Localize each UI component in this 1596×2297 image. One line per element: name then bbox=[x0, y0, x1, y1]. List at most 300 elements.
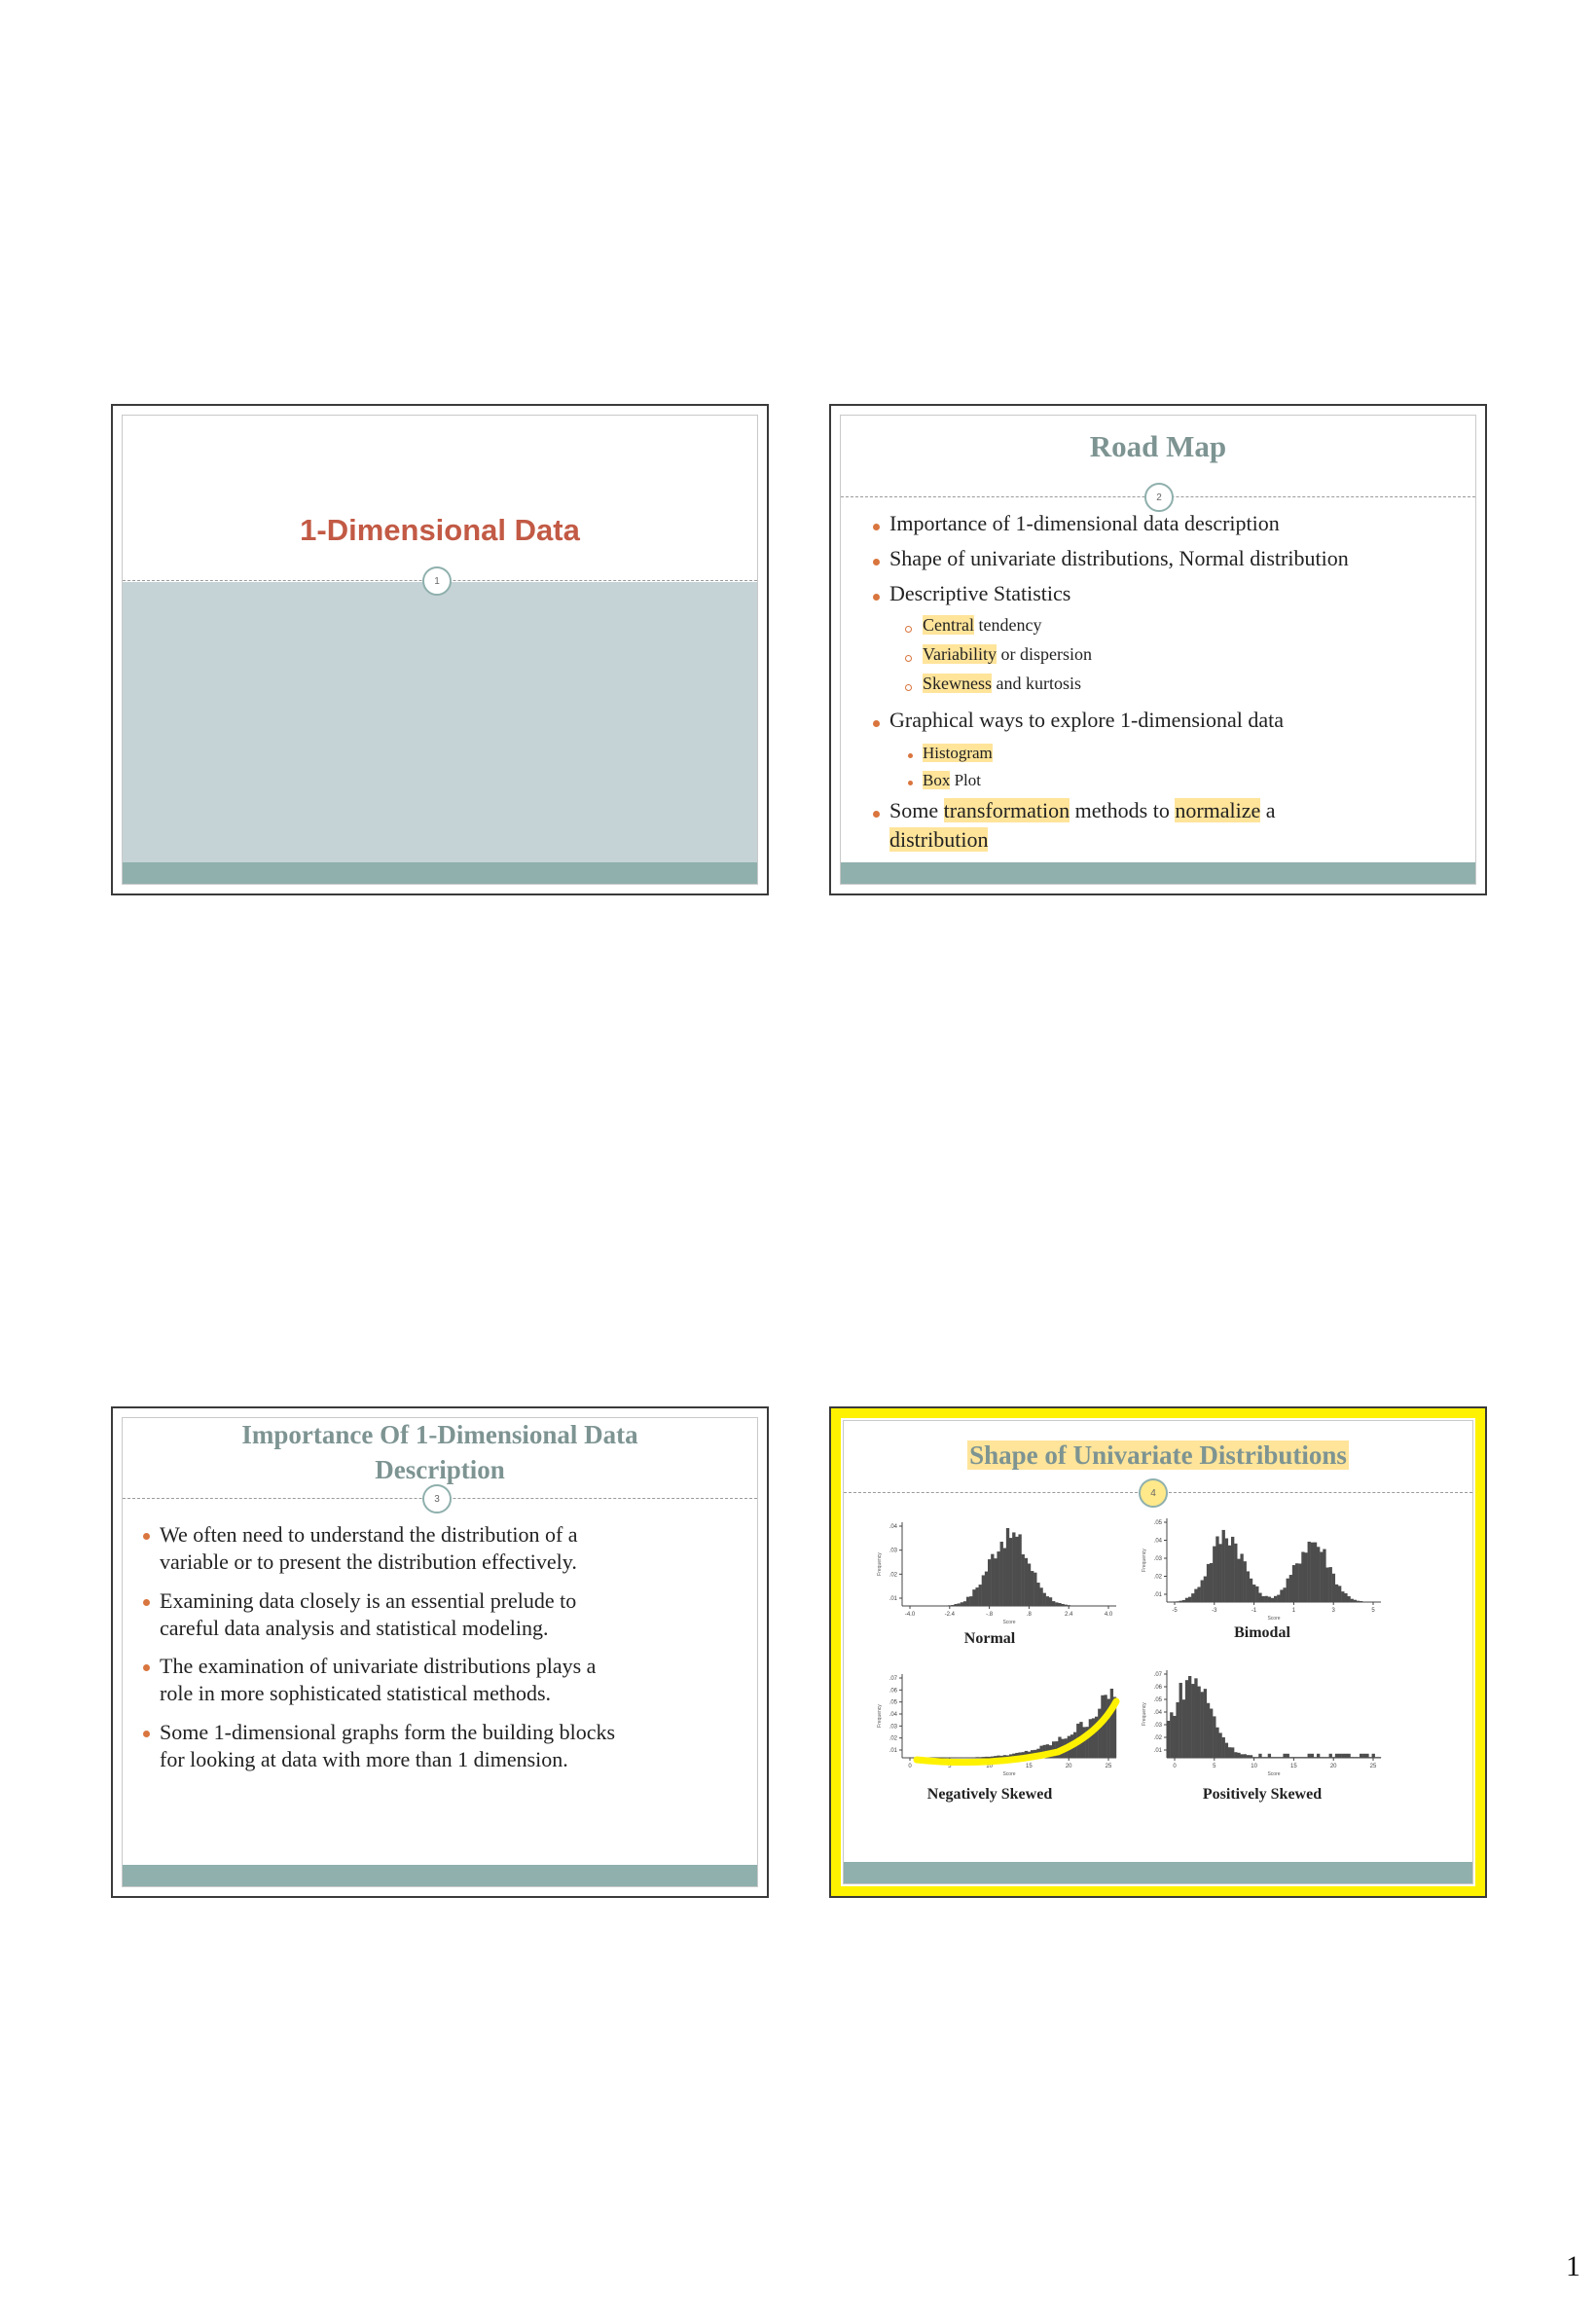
histogram-bar bbox=[1317, 1547, 1320, 1602]
histogram-bar bbox=[979, 1757, 982, 1758]
histogram-bar bbox=[1240, 1754, 1243, 1758]
histogram-bar bbox=[951, 1605, 954, 1606]
histogram-bar bbox=[1234, 1544, 1237, 1602]
histogram-bar bbox=[966, 1597, 969, 1606]
histogram-bar bbox=[1258, 1593, 1261, 1602]
histogram-bar bbox=[1357, 1601, 1360, 1602]
histogram-bar bbox=[1258, 1754, 1261, 1758]
histogram-bar bbox=[1247, 1755, 1250, 1758]
histogram-bar bbox=[1344, 1754, 1347, 1758]
histogram-bar bbox=[985, 1757, 988, 1758]
histogram-bar bbox=[1228, 1546, 1231, 1602]
bullet-line: for looking at data with more than 1 dimension. bbox=[160, 1747, 568, 1771]
sub-bullet-text bbox=[923, 615, 1041, 636]
histogram-bar bbox=[1065, 1605, 1068, 1606]
histogram-bar bbox=[1320, 1757, 1323, 1758]
histogram-bar bbox=[1338, 1754, 1341, 1758]
y-tick-label: .07 bbox=[1153, 1672, 1162, 1678]
histogram-bar bbox=[1049, 1597, 1052, 1606]
bullet-line: variable or to present the distribution effectively. bbox=[160, 1550, 577, 1574]
histogram-bar bbox=[1329, 1754, 1332, 1758]
histogram-bar bbox=[1231, 1537, 1234, 1602]
x-tick-label: 25 bbox=[1105, 1764, 1112, 1769]
histogram-bar bbox=[1218, 1732, 1221, 1758]
y-axis-label: Frequency bbox=[1142, 1549, 1147, 1572]
x-tick-label: 0 bbox=[1173, 1764, 1177, 1769]
bullet-dot bbox=[143, 1731, 150, 1737]
histogram-bar bbox=[988, 1757, 991, 1758]
histogram-bar bbox=[1244, 1754, 1247, 1758]
y-tick-label: .03 bbox=[1153, 1723, 1162, 1729]
histogram-bar bbox=[1375, 1757, 1378, 1758]
x-tick-label: 5 bbox=[948, 1764, 952, 1769]
histogram-bar bbox=[1332, 1757, 1335, 1758]
histogram-bar bbox=[991, 1757, 994, 1758]
histogram-bar bbox=[1201, 1581, 1204, 1602]
sub-bullet-rest: Plot bbox=[950, 771, 981, 789]
histogram-bar bbox=[1173, 1716, 1176, 1758]
histogram-bar bbox=[988, 1559, 991, 1606]
y-axis-label: Frequency bbox=[877, 1704, 883, 1728]
histogram-bar bbox=[954, 1604, 957, 1606]
histogram-bar bbox=[1325, 1757, 1328, 1758]
y-tick-label: .04 bbox=[889, 1524, 897, 1530]
histogram-bar bbox=[1323, 1757, 1325, 1758]
histogram-bar bbox=[1292, 1757, 1295, 1758]
sub-bullet-rest: tendency bbox=[973, 615, 1042, 635]
y-tick-label: .02 bbox=[1153, 1574, 1162, 1581]
histogram-bar bbox=[1317, 1754, 1320, 1758]
histogram-bar bbox=[1197, 1587, 1200, 1602]
y-tick-label: .05 bbox=[889, 1699, 897, 1706]
histogram-bar bbox=[1274, 1596, 1277, 1602]
histogram-bar bbox=[1277, 1595, 1280, 1602]
bullet-line: Some 1-dimensional graphs form the building blocks bbox=[160, 1720, 616, 1744]
histogram-bar bbox=[1362, 1601, 1365, 1602]
slide-4-canvas bbox=[843, 1420, 1473, 1884]
histogram-bar bbox=[1338, 1586, 1341, 1602]
histogram-bar bbox=[982, 1575, 985, 1606]
distribution-label: Normal bbox=[963, 1630, 1016, 1647]
sub-bullet-text bbox=[923, 674, 1081, 694]
histogram-bar bbox=[1268, 1754, 1271, 1758]
histogram-bar bbox=[1344, 1593, 1347, 1602]
histogram-bar bbox=[1287, 1754, 1289, 1758]
x-tick-label: 4.0 bbox=[1104, 1612, 1113, 1618]
highlighted-term: Histogram bbox=[923, 744, 993, 762]
histogram-bar bbox=[1287, 1579, 1289, 1602]
histogram-bar bbox=[1009, 1538, 1012, 1606]
histogram-bar bbox=[1332, 1574, 1335, 1602]
histogram-bar bbox=[1250, 1579, 1252, 1602]
histogram-bar bbox=[1255, 1757, 1258, 1758]
histogram-bar bbox=[1034, 1573, 1036, 1606]
histogram-bar bbox=[1252, 1585, 1255, 1602]
slide-4-footer-bar bbox=[844, 1862, 1472, 1883]
histogram-bar bbox=[1323, 1550, 1325, 1602]
histogram-bar bbox=[1207, 1564, 1210, 1602]
histogram-bar bbox=[1360, 1754, 1362, 1758]
highlighted-term: Variability bbox=[923, 644, 997, 664]
histogram-bar bbox=[1191, 1593, 1194, 1602]
histogram-bar bbox=[1301, 1757, 1304, 1758]
histogram-figure bbox=[844, 1509, 1472, 1869]
histogram-bar bbox=[1089, 1719, 1092, 1758]
x-tick-label: -3 bbox=[1212, 1608, 1217, 1614]
sub-bullet-circle bbox=[905, 684, 912, 691]
histogram-bar bbox=[1252, 1757, 1255, 1758]
histogram-bar bbox=[1000, 1542, 1003, 1606]
x-tick-label: .8 bbox=[1026, 1612, 1032, 1618]
sub-bullet-dot bbox=[908, 753, 913, 758]
slide-3-title-line-2: Description bbox=[375, 1455, 505, 1484]
histogram-bar bbox=[985, 1572, 988, 1606]
histogram-bar bbox=[1046, 1596, 1049, 1606]
highlighted-term: Skewness bbox=[923, 674, 992, 693]
bullet-line: Examining data closely is an essential prelude to bbox=[160, 1588, 577, 1613]
bullet-text: Graphical ways to explore 1-dimensional data bbox=[889, 708, 1285, 732]
x-tick-label: 10 bbox=[986, 1764, 993, 1769]
bullet-line: careful data analysis and statistical modeling. bbox=[160, 1616, 549, 1640]
bullet-text: Importance of 1-dimensional data description bbox=[889, 511, 1280, 535]
histogram-bar bbox=[1110, 1689, 1113, 1758]
x-axis-label: Score bbox=[1267, 1771, 1281, 1777]
bullet-dot bbox=[143, 1533, 150, 1540]
histogram-bar bbox=[1274, 1757, 1277, 1758]
sub-bullet-circle bbox=[905, 655, 912, 662]
histogram-bar bbox=[1201, 1692, 1204, 1758]
bullet-text: Descriptive Statistics bbox=[889, 581, 1071, 605]
histogram-bar bbox=[1028, 1563, 1031, 1606]
histogram-bar bbox=[1210, 1709, 1213, 1758]
histogram-bar bbox=[1347, 1596, 1350, 1602]
histogram-bar bbox=[1167, 1721, 1170, 1758]
x-tick-label: 25 bbox=[1369, 1764, 1377, 1769]
histogram-bar bbox=[1347, 1754, 1350, 1758]
histogram-bar bbox=[1295, 1757, 1298, 1758]
histogram-bar bbox=[1213, 1547, 1215, 1602]
distribution-label: Negatively Skewed bbox=[926, 1786, 1053, 1803]
histogram-bar bbox=[972, 1589, 975, 1606]
histogram-bar bbox=[1335, 1585, 1338, 1602]
histogram-bar bbox=[1213, 1716, 1215, 1758]
histogram-bar bbox=[1325, 1568, 1328, 1602]
bullet-dot bbox=[873, 720, 880, 727]
histogram-bar bbox=[1222, 1530, 1225, 1602]
histogram-bar bbox=[1351, 1757, 1354, 1758]
histogram-bar bbox=[1341, 1591, 1344, 1602]
histogram-bar bbox=[1283, 1587, 1286, 1602]
y-tick-label: .03 bbox=[1153, 1556, 1162, 1562]
bullet-dot bbox=[873, 811, 880, 818]
histogram-bar bbox=[975, 1757, 978, 1758]
sub-bullet-dot bbox=[908, 781, 913, 785]
sub-bullet-text bbox=[923, 644, 1092, 665]
histogram-bar bbox=[1271, 1598, 1274, 1602]
histogram-bar bbox=[1261, 1757, 1264, 1758]
slide-3-title-line-1: Importance Of 1-Dimensional Data bbox=[241, 1420, 638, 1449]
histogram-bar bbox=[1061, 1604, 1064, 1606]
histogram-bar bbox=[1354, 1600, 1357, 1602]
slide-2-canvas bbox=[840, 415, 1476, 885]
histogram-bar bbox=[1301, 1551, 1304, 1602]
bullet-text bbox=[160, 1521, 578, 1576]
histogram-bar bbox=[1031, 1571, 1034, 1606]
histogram-bar bbox=[1185, 1680, 1188, 1758]
histogram-bar bbox=[1218, 1544, 1221, 1602]
x-tick-label: 3 bbox=[1331, 1608, 1335, 1614]
slide-3-canvas bbox=[122, 1417, 758, 1887]
highlighted-term: normalize bbox=[1175, 798, 1261, 822]
histogram-bar bbox=[1357, 1757, 1360, 1758]
histogram-bar bbox=[1194, 1678, 1197, 1758]
bullet-dot bbox=[143, 1599, 150, 1606]
x-tick-label: 15 bbox=[1026, 1764, 1033, 1769]
histogram-bar bbox=[1204, 1577, 1207, 1602]
slide-3-footer-bar bbox=[123, 1865, 757, 1886]
histogram-bar bbox=[1368, 1757, 1371, 1758]
x-tick-label: 0 bbox=[908, 1764, 912, 1769]
histogram-bar bbox=[1182, 1600, 1185, 1602]
x-tick-label: 1 bbox=[1291, 1608, 1296, 1614]
histogram-bar bbox=[1225, 1539, 1228, 1602]
histogram-bar bbox=[1207, 1703, 1210, 1758]
histogram-bar bbox=[1185, 1598, 1188, 1602]
histogram-bar bbox=[1215, 1536, 1218, 1602]
histogram-bar bbox=[1308, 1542, 1311, 1602]
histogram-bar bbox=[1335, 1754, 1338, 1758]
histogram-bar bbox=[1308, 1754, 1311, 1758]
histogram-bar bbox=[1179, 1601, 1182, 1602]
histogram-bar bbox=[1295, 1563, 1298, 1602]
histogram-bar bbox=[1188, 1597, 1191, 1602]
y-axis-label: Frequency bbox=[877, 1552, 883, 1576]
histogram-bar bbox=[1304, 1757, 1307, 1758]
sub-bullet-text bbox=[923, 771, 981, 790]
y-tick-label: .06 bbox=[1153, 1685, 1162, 1691]
histogram-bar bbox=[1006, 1528, 1009, 1606]
histogram-bar bbox=[1265, 1596, 1268, 1602]
y-tick-label: .01 bbox=[889, 1596, 897, 1602]
x-tick-label: 20 bbox=[1065, 1764, 1072, 1769]
histogram-bar bbox=[1247, 1571, 1250, 1602]
slide-number-badge: 2 bbox=[1144, 483, 1174, 512]
slide-number-badge: 4 bbox=[1139, 1478, 1168, 1508]
histogram-bar bbox=[1070, 1605, 1073, 1606]
y-tick-label: .02 bbox=[889, 1572, 897, 1579]
histogram-bar bbox=[1179, 1683, 1182, 1758]
slide-2-footer-bar bbox=[841, 862, 1475, 884]
slide-1 bbox=[111, 404, 769, 895]
y-tick-label: .02 bbox=[889, 1735, 897, 1742]
x-tick-label: -.8 bbox=[986, 1612, 994, 1618]
histogram-bar bbox=[1025, 1558, 1028, 1606]
histogram-bar bbox=[1197, 1687, 1200, 1758]
y-tick-label: .01 bbox=[1153, 1592, 1162, 1598]
histogram-bar bbox=[1244, 1561, 1247, 1602]
histogram-bar bbox=[1092, 1718, 1095, 1758]
slide-4-title-text: Shape of Univariate Distributions bbox=[969, 1440, 1347, 1470]
y-tick-label: .07 bbox=[889, 1676, 897, 1682]
bullet-text bbox=[160, 1653, 596, 1707]
histogram-bar bbox=[1255, 1586, 1258, 1602]
histogram-bar bbox=[1003, 1549, 1006, 1606]
y-tick-label: .04 bbox=[1153, 1538, 1162, 1545]
y-tick-label: .05 bbox=[1153, 1520, 1162, 1526]
histogram-bar bbox=[1240, 1553, 1243, 1602]
histogram-bar bbox=[1225, 1743, 1228, 1758]
histogram-bar bbox=[948, 1605, 951, 1606]
histogram-bar bbox=[1271, 1757, 1274, 1758]
sub-bullet-rest: and kurtosis bbox=[992, 674, 1081, 693]
histogram-bar bbox=[1082, 1727, 1085, 1758]
histogram-bar bbox=[1365, 1754, 1368, 1758]
histogram-bar bbox=[997, 1551, 999, 1606]
highlighted-term: distribution bbox=[889, 827, 989, 852]
bullet-dot bbox=[873, 594, 880, 601]
histogram-bar bbox=[975, 1587, 978, 1606]
slide-1-footer-bar bbox=[123, 862, 757, 884]
histogram-bar bbox=[1018, 1534, 1021, 1606]
histogram-bar bbox=[1314, 1757, 1317, 1758]
histogram-bar bbox=[1362, 1754, 1365, 1758]
slide-number-badge: 3 bbox=[422, 1484, 452, 1513]
bullet-dot bbox=[143, 1664, 150, 1671]
histogram-bar bbox=[1341, 1754, 1344, 1758]
histogram-bar bbox=[1280, 1589, 1283, 1602]
histogram-bar bbox=[1222, 1737, 1225, 1758]
histogram-bar bbox=[1039, 1587, 1042, 1606]
bullet-dot bbox=[873, 559, 880, 565]
y-tick-label: .03 bbox=[889, 1724, 897, 1731]
page-number: 1 bbox=[1566, 2250, 1580, 2282]
histogram-bar bbox=[1289, 1757, 1292, 1758]
histogram-bar bbox=[1068, 1605, 1070, 1606]
histogram-bar bbox=[961, 1602, 963, 1606]
histogram-bar bbox=[1311, 1543, 1314, 1602]
slide-2-title: Road Map bbox=[1089, 429, 1227, 463]
y-tick-label: .01 bbox=[1153, 1748, 1162, 1754]
histogram-bar bbox=[1215, 1728, 1218, 1758]
histogram-bar bbox=[982, 1757, 985, 1758]
histogram-bar bbox=[997, 1756, 999, 1758]
bullet-dot bbox=[873, 524, 880, 530]
y-tick-label: .03 bbox=[889, 1548, 897, 1554]
y-tick-label: .01 bbox=[889, 1748, 897, 1754]
histogram-bar bbox=[1298, 1757, 1301, 1758]
histogram-bar bbox=[1058, 1603, 1061, 1606]
histogram-bar bbox=[994, 1756, 997, 1758]
y-tick-label: .04 bbox=[1153, 1710, 1162, 1716]
histogram-bar bbox=[1170, 1712, 1173, 1758]
histogram-bar bbox=[991, 1554, 994, 1606]
highlighted-term: Central bbox=[923, 615, 974, 635]
y-axis-label: Frequency bbox=[1142, 1702, 1147, 1726]
histogram-bar bbox=[1188, 1676, 1191, 1758]
bullet-text-continued bbox=[889, 827, 988, 853]
histogram-bar bbox=[1182, 1699, 1185, 1758]
histogram-bar bbox=[1304, 1552, 1307, 1602]
histogram-bar bbox=[958, 1603, 961, 1606]
sub-bullet-rest: or dispersion bbox=[996, 644, 1092, 664]
histogram-bar bbox=[1176, 1702, 1179, 1758]
histogram-bar bbox=[979, 1585, 982, 1606]
slide-1-title: 1-Dimensional Data bbox=[300, 513, 580, 547]
histogram-bar bbox=[1314, 1543, 1317, 1602]
x-tick-label: 10 bbox=[1251, 1764, 1257, 1769]
x-tick-label: 5 bbox=[1371, 1608, 1375, 1614]
histogram-bar bbox=[1329, 1567, 1332, 1602]
histogram-bar bbox=[1378, 1757, 1381, 1758]
histogram-bar bbox=[1372, 1754, 1375, 1758]
histogram-bar bbox=[1265, 1757, 1268, 1758]
histogram-bar bbox=[1055, 1602, 1058, 1606]
histogram-bar bbox=[1289, 1575, 1292, 1602]
histogram-bar bbox=[1234, 1752, 1237, 1758]
x-tick-label: 20 bbox=[1329, 1764, 1337, 1769]
histogram-bar bbox=[1261, 1596, 1264, 1602]
histogram-bar bbox=[1360, 1601, 1362, 1602]
x-axis-label: Score bbox=[1002, 1620, 1016, 1625]
y-tick-label: .06 bbox=[889, 1688, 897, 1695]
distribution-label: Bimodal bbox=[1234, 1624, 1290, 1641]
histogram-bar bbox=[1237, 1753, 1240, 1758]
slide-number-badge: 1 bbox=[422, 566, 452, 596]
histogram-bar bbox=[994, 1558, 997, 1606]
text-run: methods to bbox=[1070, 798, 1176, 822]
x-tick-label: 5 bbox=[1213, 1764, 1216, 1769]
slide-1-body-panel bbox=[123, 582, 757, 862]
histogram-bar bbox=[1210, 1563, 1213, 1602]
histogram-bar bbox=[1351, 1599, 1354, 1602]
sub-bullet-circle bbox=[905, 626, 912, 633]
histogram-bar bbox=[1277, 1757, 1280, 1758]
bullet-text: Shape of univariate distributions, Normal distribution bbox=[889, 546, 1349, 570]
text-run: a bbox=[1260, 798, 1276, 822]
slide-3-bullet-list bbox=[123, 1418, 757, 1886]
histogram-bar bbox=[963, 1601, 966, 1606]
slide-3 bbox=[111, 1406, 769, 1898]
text-run: Some bbox=[889, 798, 944, 822]
histogram-bar bbox=[1194, 1589, 1197, 1602]
x-axis-label: Score bbox=[1002, 1771, 1016, 1777]
histogram-bar bbox=[1176, 1601, 1179, 1602]
histogram-bar bbox=[1283, 1754, 1286, 1758]
histogram-bar bbox=[1280, 1757, 1283, 1758]
slide-4-title bbox=[844, 1440, 1472, 1471]
slide-2 bbox=[829, 404, 1487, 895]
distribution-label: Positively Skewed bbox=[1202, 1786, 1323, 1803]
bullet-text bbox=[889, 798, 1276, 823]
histogram-bar bbox=[1052, 1601, 1055, 1606]
histogram-bar bbox=[1298, 1563, 1301, 1602]
histogram-bar bbox=[1204, 1689, 1207, 1758]
y-tick-label: .04 bbox=[889, 1712, 897, 1718]
x-tick-label: -2.4 bbox=[944, 1612, 955, 1618]
x-tick-label: -4.0 bbox=[904, 1612, 916, 1618]
histogram-bar bbox=[1098, 1709, 1101, 1758]
histogram-bar bbox=[1191, 1684, 1194, 1758]
histogram-bar bbox=[1354, 1757, 1357, 1758]
x-tick-label: 2.4 bbox=[1065, 1612, 1073, 1618]
y-tick-label: .05 bbox=[1153, 1697, 1162, 1703]
bullet-line: role in more sophisticated statistical methods. bbox=[160, 1681, 552, 1705]
bullet-line: We often need to understand the distribution of a bbox=[160, 1522, 578, 1547]
histogram-bar bbox=[1036, 1583, 1039, 1606]
histogram-bar bbox=[1292, 1565, 1295, 1602]
x-tick-label: -1 bbox=[1251, 1608, 1257, 1614]
bullet-text bbox=[160, 1587, 576, 1642]
